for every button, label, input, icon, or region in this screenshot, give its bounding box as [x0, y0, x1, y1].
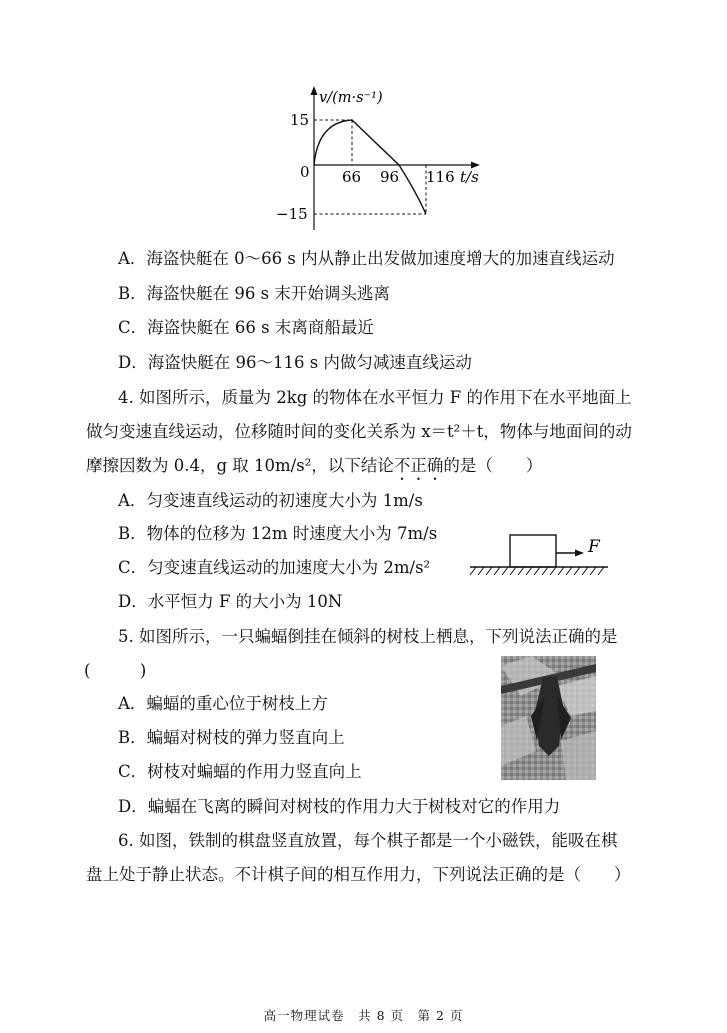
- force-label: F: [588, 537, 600, 557]
- bat-photo: [501, 656, 596, 780]
- y-tick-15: 15: [290, 111, 310, 129]
- q6-stem-line1: 6. 如图，铁制的棋盘竖直放置，每个棋子都是一个小磁铁，能吸在棋: [118, 831, 618, 850]
- page-footer: 高一物理试卷 共 8 页 第 2 页: [263, 1008, 464, 1023]
- q4-stem-line2: 做匀变速直线运动，位移随时间的变化关系为 x＝t²＋t，物体与地面间的动: [86, 422, 632, 441]
- q5-option-c: C．树枝对蝙蝠的作用力竖直向上: [118, 762, 362, 781]
- q5-option-d: D．蝙蝠在飞离的瞬间对树枝的作用力大于树枝对它的作用力: [118, 797, 561, 816]
- graph-y-arrow: [311, 86, 318, 95]
- q4-option-b: B．物体的位移为 12m 时速度大小为 7m/s: [118, 524, 438, 543]
- q4-stem-line3-a: 摩擦因数为 0.4，g 取 10m/s²，以下结论: [86, 456, 394, 475]
- block-on-ground-figure: [462, 532, 612, 580]
- q4-stem-line3: [86, 455, 542, 484]
- x-tick-96: 96: [380, 168, 400, 186]
- q3-option-d: D．海盗快艇在 96～116 s 内做匀减速直线运动: [118, 353, 472, 372]
- q4-emphasis-not-correct: 不正确: [393, 456, 444, 475]
- q3-option-a: A．海盗快艇在 0～66 s 内从静止出发做加速度增大的加速直线运动: [118, 249, 615, 268]
- q4-stem-line1: 4. 如图所示，质量为 2kg 的物体在水平恒力 F 的作用下在水平地面上: [118, 388, 632, 407]
- q5-option-a: A．蝙蝠的重心位于树枝上方: [118, 694, 328, 713]
- x-axis-label: t/s: [460, 168, 479, 186]
- q3-option-b: B．海盗快艇在 96 s 末开始调头逃离: [118, 284, 390, 303]
- q6-stem-line2: 盘上处于静止状态。不计棋子间的相互作用力，下列说法正确的是（ ）: [86, 865, 631, 884]
- q4-option-a: A．匀变速直线运动的初速度大小为 1m/s: [118, 491, 423, 510]
- y-axis-label: v/(m·s⁻¹): [319, 90, 383, 106]
- velocity-time-graph: [270, 82, 495, 232]
- q5-option-b: B．蝙蝠对树枝的弹力竖直向上: [118, 728, 345, 747]
- q4-stem-line3-b: 的是（ ）: [443, 456, 543, 475]
- q5-stem-line2: ( ): [84, 661, 147, 680]
- x-tick-116: 116: [426, 168, 455, 186]
- ground-hatching: [470, 567, 604, 575]
- y-tick-neg15: −15: [276, 205, 308, 223]
- q3-option-c: C．海盗快艇在 66 s 末离商船最近: [118, 318, 374, 337]
- block: [510, 535, 556, 567]
- q5-stem-line1: 5. 如图所示，一只蝙蝠倒挂在倾斜的树枝上栖息，下列说法正确的是: [118, 627, 618, 646]
- force-arrow-head: [575, 550, 584, 557]
- q4-option-c: C．匀变速直线运动的加速度大小为 2m/s²: [118, 558, 431, 577]
- origin-label: 0: [300, 163, 310, 181]
- q4-option-d: D．水平恒力 F 的大小为 10N: [118, 592, 343, 611]
- x-tick-66: 66: [342, 168, 362, 186]
- velocity-curve: [314, 120, 426, 214]
